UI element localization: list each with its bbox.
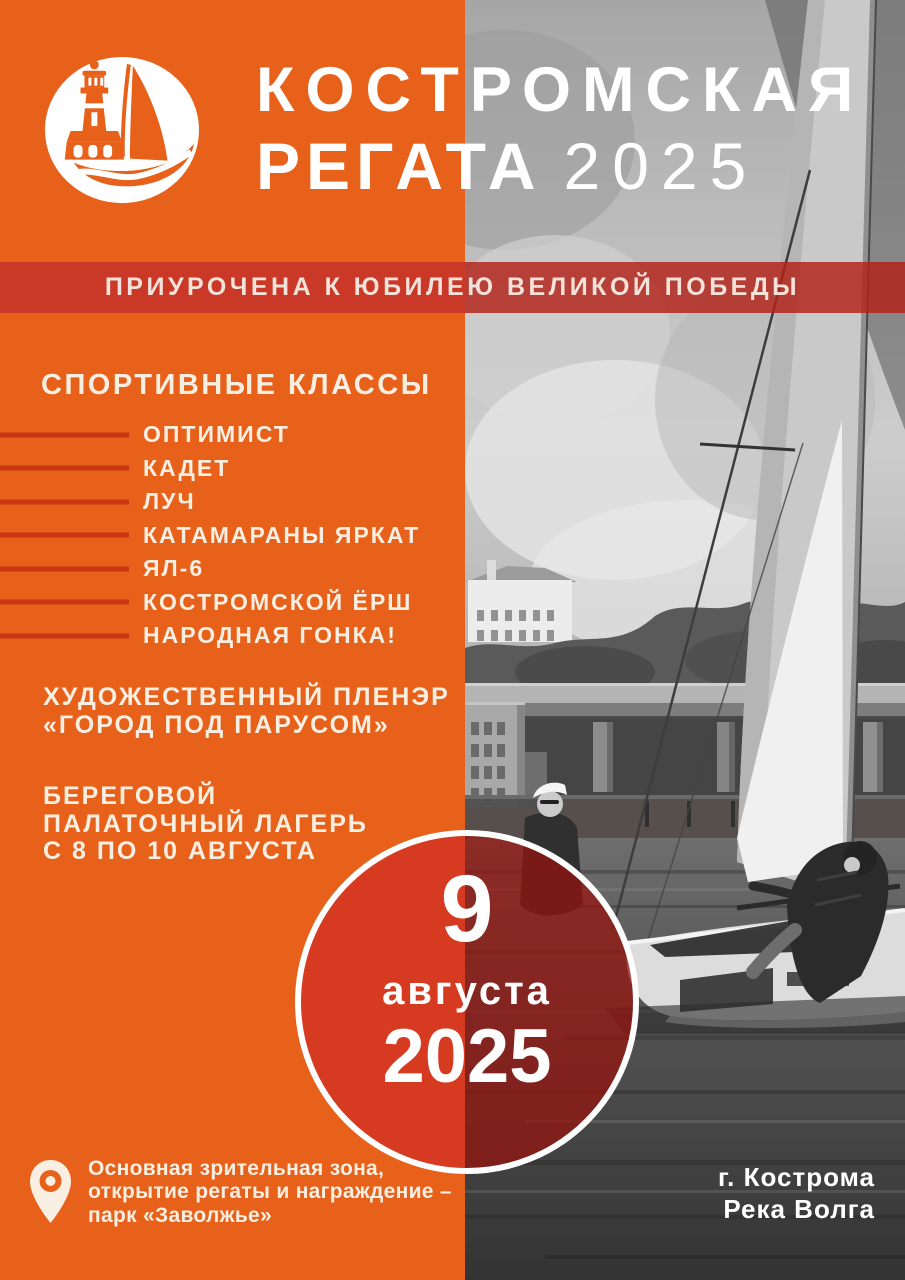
anniversary-banner: ПРИУРОЧЕНА К ЮБИЛЕЮ ВЕЛИКОЙ ПОБЕДЫ xyxy=(0,262,905,313)
poster-title xyxy=(256,52,864,204)
venue-line1: Основная зрительная зона, xyxy=(88,1157,385,1180)
title-regata: РЕГАТА xyxy=(256,129,542,203)
location-river: Река Волга xyxy=(723,1193,875,1224)
classes-list xyxy=(0,418,465,653)
camp-line1: БЕРЕГОВОЙ xyxy=(43,782,218,810)
plein-air-line2: «ГОРОД ПОД ПАРУСОМ» xyxy=(43,710,390,739)
class-dash xyxy=(0,600,129,605)
class-dash xyxy=(0,466,129,471)
list-item xyxy=(0,452,465,486)
class-label: КАДЕТ xyxy=(143,454,231,481)
class-dash xyxy=(0,633,129,638)
badge-day: 9 xyxy=(440,856,494,962)
title-line2 xyxy=(256,128,864,204)
location-text xyxy=(718,1162,875,1225)
venue-line2: открытие регаты и награждение – xyxy=(88,1180,452,1204)
camp-line2: ПАЛАТОЧНЫЙ ЛАГЕРЬ xyxy=(43,809,368,838)
list-item xyxy=(0,586,465,620)
class-dash xyxy=(0,566,129,571)
class-label: ЯЛ-6 xyxy=(143,555,205,582)
list-item xyxy=(0,552,465,586)
class-label: КОСТРОМСКОЙ ЁРШ xyxy=(143,588,413,615)
plein-air-line1: ХУДОЖЕСТВЕННЫЙ ПЛЕНЭР xyxy=(43,683,450,711)
camp-section xyxy=(43,783,368,866)
venue-text xyxy=(88,1157,452,1227)
list-item xyxy=(0,519,465,553)
class-dash xyxy=(0,533,129,538)
class-dash xyxy=(0,432,129,437)
location-pin-icon xyxy=(29,1159,72,1224)
badge-month: августа xyxy=(382,969,552,1013)
plein-air-section xyxy=(43,684,450,739)
class-label: НАРОДНАЯ ГОНКА! xyxy=(143,622,397,649)
camp-line3: С 8 ПО 10 АВГУСТА xyxy=(43,837,317,865)
list-item xyxy=(0,619,465,653)
title-line1: КОСТРОМСКАЯ xyxy=(256,55,865,125)
list-item xyxy=(0,485,465,519)
lighthouse-sailboat-logo xyxy=(42,52,202,210)
class-label: ЛУЧ xyxy=(143,488,196,515)
classes-heading: СПОРТИВНЫЕ КЛАССЫ xyxy=(41,369,432,401)
class-label: ОПТИМИСТ xyxy=(143,421,290,448)
title-year: 2025 xyxy=(563,129,759,203)
venue-line3: парк «Заволжье» xyxy=(88,1203,272,1227)
class-label: КАТАМАРАНЫ ЯРКАТ xyxy=(143,521,421,548)
date-badge xyxy=(295,830,639,1174)
list-item xyxy=(0,418,465,452)
class-dash xyxy=(0,499,129,504)
badge-year: 2025 xyxy=(382,1014,552,1099)
location-city: г. Кострома xyxy=(717,1162,875,1192)
